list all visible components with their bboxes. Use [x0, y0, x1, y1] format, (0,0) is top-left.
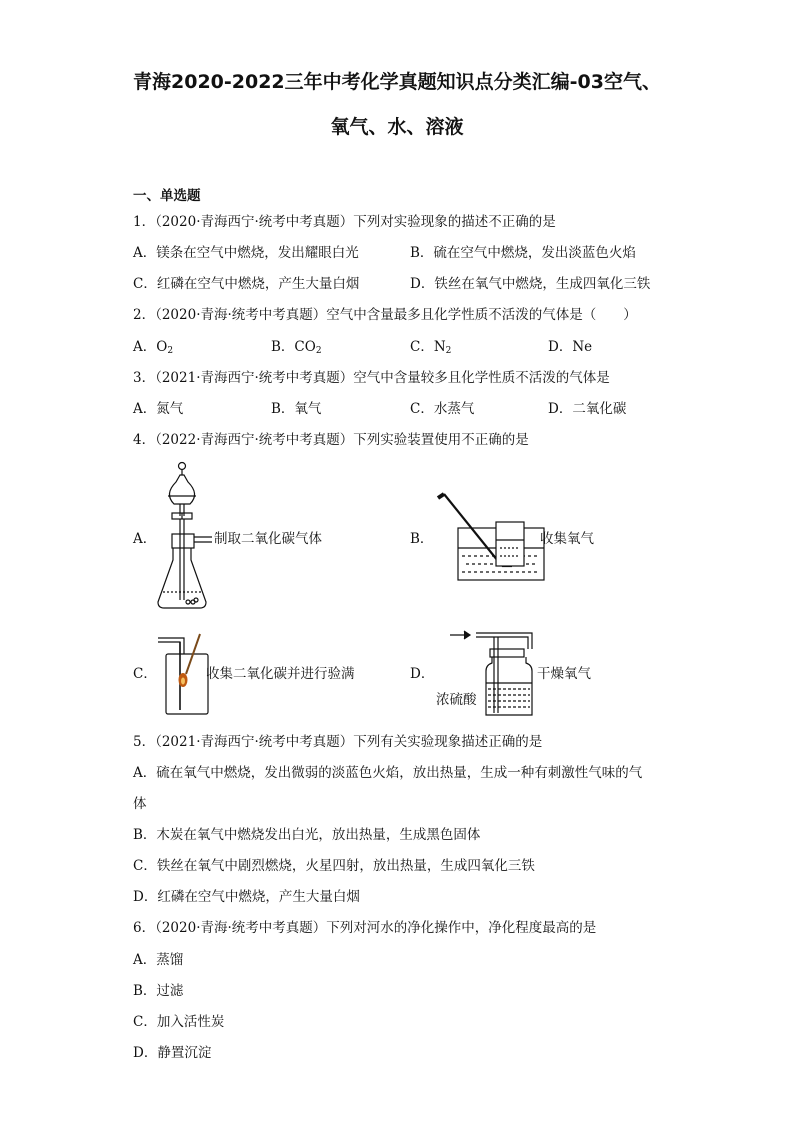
question-6-stem: 6．（2020·青海·统考中考真题）下列对河水的净化操作中，净化程度最高的是 — [133, 920, 597, 936]
question-1-option-c: C．红磷在空气中燃烧，产生大量白烟 — [133, 276, 360, 292]
question-5-option-a: A．硫在氧气中燃烧，发出微弱的淡蓝色火焰，放出热量，生成一种有刺激性气味的气 — [133, 765, 643, 781]
question-5-option-c: C．铁丝在氧气中剧烈燃烧，火星四射，放出热量，生成四氧化三铁 — [133, 858, 535, 874]
question-1-stem: 1．（2020·青海西宁·统考中考真题）下列对实验现象的描述不正确的是 — [133, 214, 556, 230]
question-1-option-b: B．硫在空气中燃烧，发出淡蓝色火焰 — [410, 245, 636, 261]
page-title-line-2: 氧气、水、溶液 — [330, 116, 464, 138]
question-5-option-b: B．木炭在氧气中燃烧发出白光，放出热量，生成黑色固体 — [133, 827, 481, 843]
question-5-option-d: D．红磷在空气中燃烧，产生大量白烟 — [133, 889, 360, 905]
question-5-option-a-continued: 体 — [133, 796, 147, 812]
question-2-option-c: C．$N_2$ — [410, 339, 452, 356]
question-2-option-a: A．$O_2$ — [133, 339, 174, 356]
figure-c-caption: 收集二氧化碳并进行验满 — [206, 666, 355, 682]
question-2-option-d: D．Ne — [548, 339, 593, 355]
figure-b-letter: B． — [410, 531, 434, 547]
water-displacement-apparatus — [430, 488, 545, 583]
question-1-option-a: A．镁条在空气中燃烧，发出耀眼白光 — [133, 245, 359, 261]
question-1-option-d: D．铁丝在氧气中燃烧，生成四氧化三铁 — [410, 276, 651, 292]
question-2-stem: 2．（2020·青海·统考中考真题）空气中含量最多且化学性质不活泼的气体是（ ） — [133, 307, 637, 323]
figure-d-caption: 干燥氧气 — [537, 666, 591, 682]
question-5-stem: 5．（2021·青海西宁·统考中考真题）下列有关实验现象描述正确的是 — [133, 734, 543, 750]
figure-b-caption: 收集氧气 — [540, 531, 594, 547]
figure-c-letter: C． — [133, 666, 157, 682]
figure-d-reagent-label: 浓硫酸 — [436, 692, 477, 708]
question-3-stem: 3．（2021·青海西宁·统考中考真题）空气中含量较多且化学性质不活泼的气体是 — [133, 370, 610, 386]
question-3-option-a: A．氮气 — [133, 401, 184, 417]
question-6-option-c: C．加入活性炭 — [133, 1014, 225, 1030]
question-4-stem: 4．（2022·青海西宁·统考中考真题）下列实验装置使用不正确的是 — [133, 432, 529, 448]
question-6-option-d: D．静置沉淀 — [133, 1045, 212, 1061]
question-6-option-a: A．蒸馏 — [133, 952, 184, 968]
page-title-line-1: 青海2020-2022三年中考化学真题知识点分类汇编-03空气、 — [133, 71, 661, 93]
figure-d-letter: D． — [410, 666, 435, 682]
question-2-option-b: B．$CO_2$ — [271, 339, 322, 356]
gas-bottle-burning-splint — [156, 632, 211, 718]
question-6-option-b: B．过滤 — [133, 983, 184, 999]
section-heading: 一、单选题 — [133, 188, 201, 204]
question-3-option-d: D．二氧化碳 — [548, 401, 627, 417]
question-3-option-b: B．氧气 — [271, 401, 322, 417]
figure-a-caption: 制取二氧化碳气体 — [214, 531, 322, 547]
figure-a-letter: A． — [133, 531, 157, 547]
question-3-option-c: C．水蒸气 — [410, 401, 475, 417]
